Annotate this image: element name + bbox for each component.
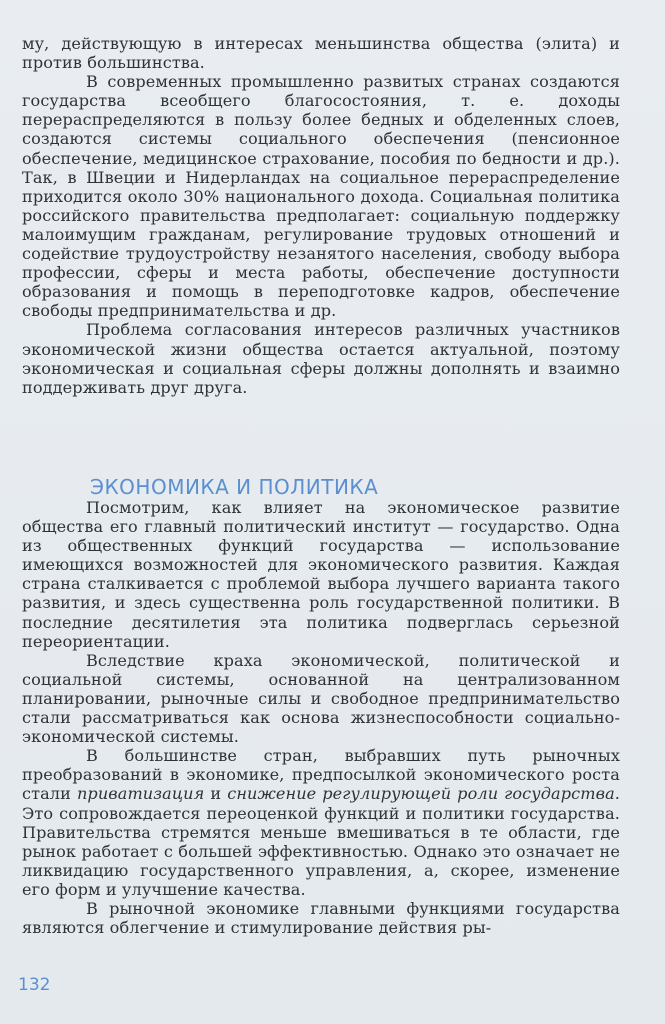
- paragraph-system-collapse: Вследствие краха экономической, политической и социальной системы, основанной на централизованном планировании, рыночные силы и свободное предпринимательство стали рассматриваться как основа жизнеспособности социально-экономической системы.: [22, 650, 620, 747]
- paragraph-state-role: Посмотрим, как влияет на экономическое развитие общества его главный политический институт — государство. Одна из общественных функций государства — использование имеющихся возможностей для экономического развития. Каждая страна сталкивается с проблемой выбора лучшего варианта такого развития, и здесь существенна роль государственной политики. В последние десятилетия эта политика подверглась серьезной переориентации.: [22, 498, 620, 651]
- paragraph-interests-coordination: Проблема согласования интересов различных участников экономической жизни общества остается актуальной, поэтому экономическая и социальная сферы должны дополнять и взаимно поддерживать друг друга.: [22, 320, 620, 397]
- section-heading: ЭКОНОМИКА И ПОЛИТИКА: [90, 474, 379, 499]
- top-text-block: [22, 34, 620, 397]
- text-segment: и: [204, 784, 228, 804]
- paragraph-welfare-states: В современных промышленно развитых странах создаются государства всеобщего благосостояния, т. е. доходы перераспределяются в пользу более бедных и обделенных слоев, создаются системы социального обеспечения (пенсионное обеспечение, медицинское страхование, пособия по бедности и др.). Так, в Швеции и Нидерландах на социальное перераспределение приходится около 30% национального дохода. Социальная политика российского правительства предполагает: социальную поддержку малоимущим гражданам, регулирование трудовых отношений и содействие трудоустройству незанятого населения, свободу выбора профессии, сферы и места работы, обеспечение доступности образования и помощь в переподготовке кадров, обеспечение свободы предпринимательства и др.: [22, 72, 620, 321]
- text-segment: Это сопровождается переоценкой функций и политики государства. Правительства стремятся меньше вмешиваться в те области, где рынок работает с большей эффективностью. Однако это означает не ликвидацию государственного управления, а, скорее, изменение его форм и улучшение качества.: [22, 803, 620, 899]
- section-text-block: [22, 498, 620, 937]
- paragraph-market-functions: В рыночной экономике главными функциями государства являются облегчение и стимулирование действия ры-: [22, 898, 620, 938]
- paragraph-continued: му, действующую в интересах меньшинства общества (элита) и против большинства.: [22, 34, 620, 73]
- page-number: 132: [18, 975, 51, 995]
- text-segment: В большинстве стран, выбравших путь рыночных преобразований в экономике, предпосылкой экономического роста стали: [22, 746, 620, 804]
- emphasis-privatization: приватизация: [76, 784, 205, 804]
- paragraph-privatization: [22, 746, 620, 899]
- emphasis-reduced-regulation: снижение регулирующей роли государства.: [227, 784, 620, 804]
